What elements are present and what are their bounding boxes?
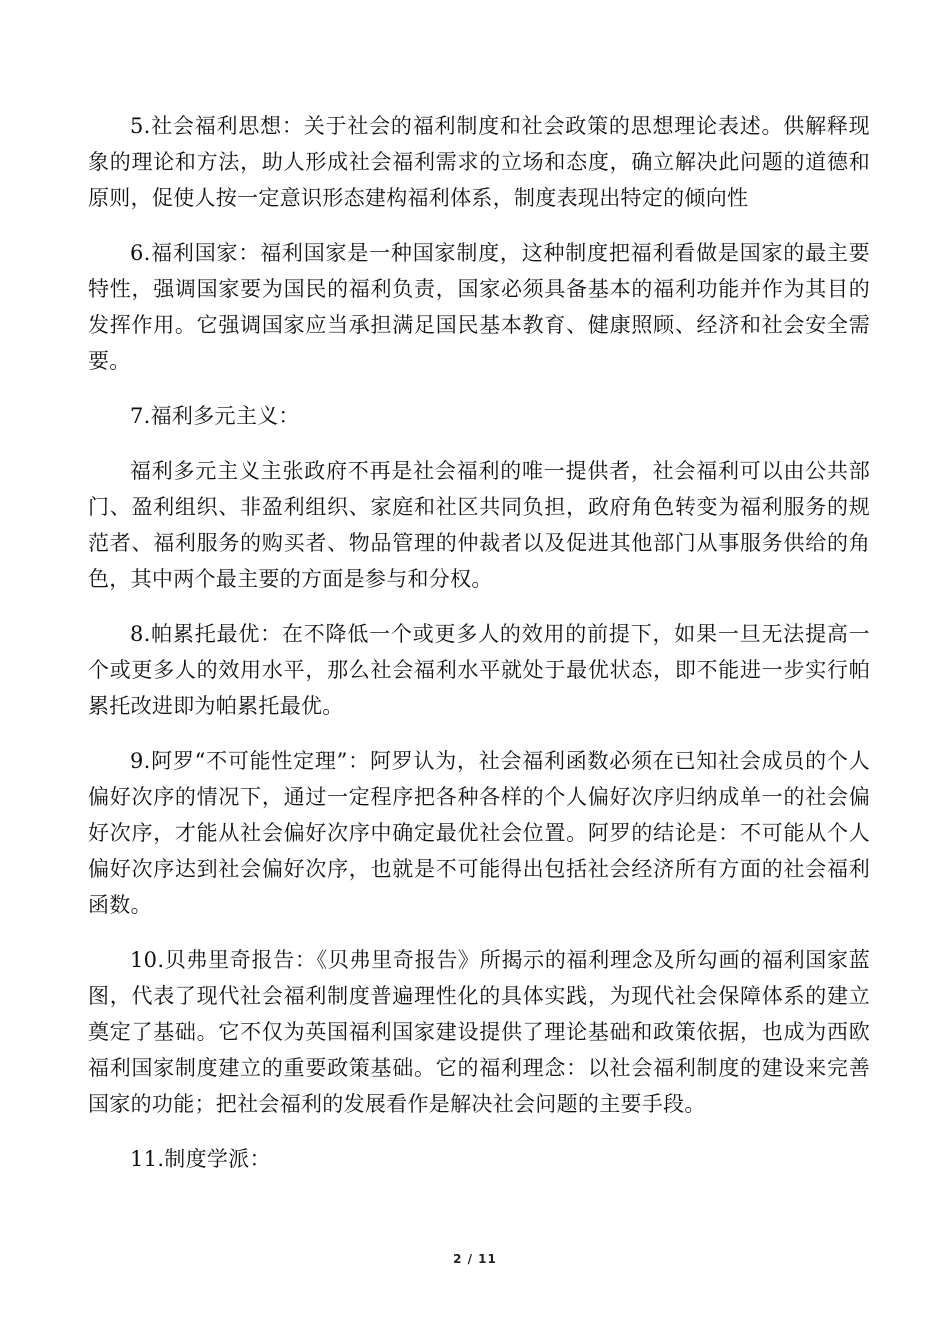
paragraph-pareto-optimality: 8.帕累托最优：在不降低一个或更多人的效用的前提下，如果一旦无法提高一个或更多人的效用水平，那么社会福利水平就处于最优状态，即不能进一步实行帕累托改进即为帕累托最优。 bbox=[88, 622, 870, 718]
paragraph-institutional-school: 11.制度学派： bbox=[130, 1147, 271, 1171]
paragraph-welfare-pluralism-body: 福利多元主义主张政府不再是社会福利的唯一提供者，社会福利可以由公共部门、盈利组织、非盈利组织、家庭和社区共同负担，政府角色转变为福利服务的规范者、福利服务的购买者、物品管理的仲裁者以及促进其他部门从事服务供给的角色，其中两个最主要的方面是参与和分权。 bbox=[88, 459, 870, 591]
paragraph-arrow-impossibility-theorem: 9.阿罗“不可能性定理”：阿罗认为，社会福利函数必须在已知社会成员的个人偏好次序的情况下，通过一定程序把各种各样的个人偏好次序归纳成单一的社会偏好次序，才能从社会偏好次序中确定最优社会位置。阿罗的结论是：不可能从个人偏好次序达到社会偏好次序，也就是不可能得出包括社会经济所有方面的社会福利函数。 bbox=[88, 749, 870, 917]
paragraph-beveridge-report: 10.贝弗里奇报告：《贝弗里奇报告》所揭示的福利理念及所勾画的福利国家蓝图，代表了现代社会福利制度普遍理性化的具体实践，为现代社会保障体系的建立奠定了基础。它不仅为英国福利国家建设提供了理论基础和政策依据，也成为西欧福利国家制度建立的重要政策基础。它的福利理念：以社会福利制度的建设来完善国家的功能；把社会福利的发展看作是解决社会问题的主要手段。 bbox=[88, 948, 870, 1116]
paragraph-social-welfare-thought: 5.社会福利思想：关于社会的福利制度和社会政策的思想理论表述。供解释现象的理论和方法，助人形成社会福利需求的立场和态度，确立解决此问题的道德和原则，促使人按一定意识形态建构福利体系，制度表现出特定的倾向性 bbox=[88, 114, 870, 210]
document-body bbox=[88, 108, 870, 1196]
paragraph-welfare-pluralism-heading: 7.福利多元主义： bbox=[130, 404, 300, 428]
paragraph-welfare-state: 6.福利国家：福利国家是一种国家制度，这种制度把福利看做是国家的最主要特性，强调国家要为国民的福利负责，国家必须具备基本的福利功能并作为其目的发挥作用。它强调国家应当承担满足国民基本教育、健康照顾、经济和社会安全需要。 bbox=[88, 241, 870, 373]
page-number: 2 / 11 bbox=[453, 1252, 497, 1266]
